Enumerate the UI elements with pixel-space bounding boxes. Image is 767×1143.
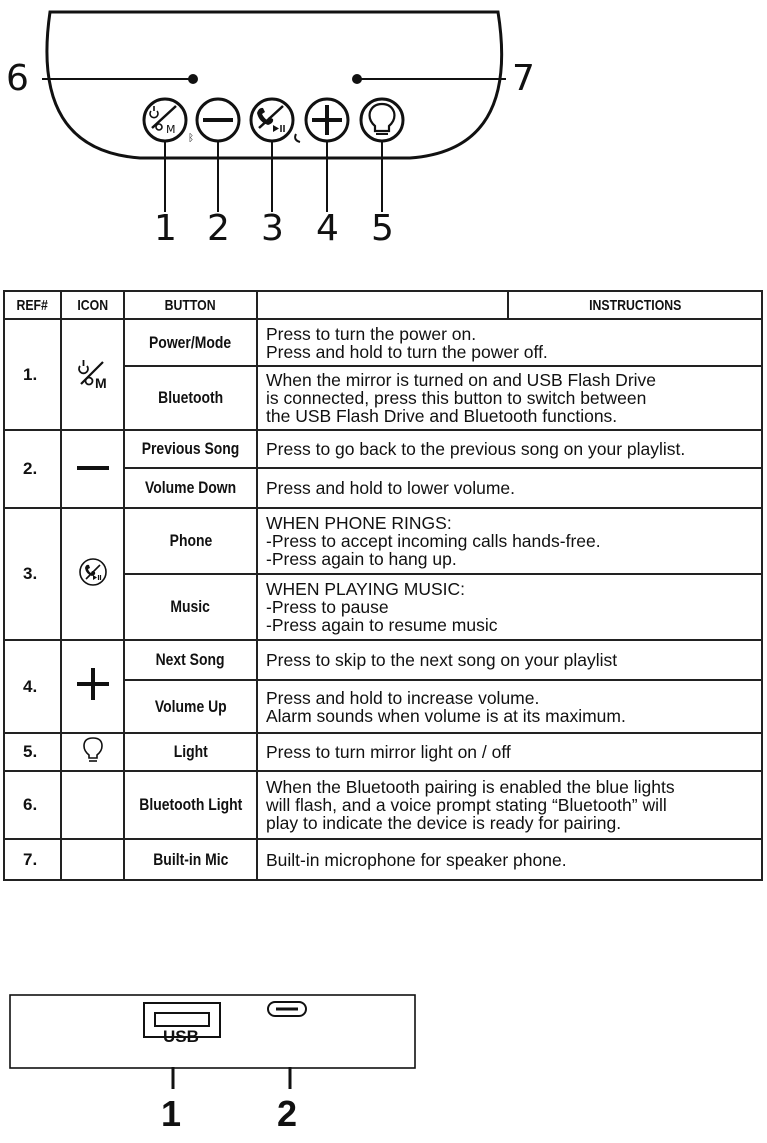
- ref-number: 2.: [4, 430, 61, 508]
- instructions: Press to go back to the previous song on your playlist.: [257, 430, 762, 468]
- button-name: Bluetooth Light: [124, 771, 257, 839]
- icon-cell-empty: [61, 839, 124, 880]
- callout-1: 1: [154, 208, 177, 249]
- power-mode-button: [144, 99, 186, 141]
- table-row: [4, 319, 762, 366]
- bluetooth-light-dot: [188, 74, 198, 84]
- ref-number: 7.: [4, 839, 61, 880]
- icon-cell-empty: [61, 771, 124, 839]
- instructions: When the Bluetooth pairing is enabled the blue lights will flash, and a voice prompt stating “Bluetooth” will play to indicate the device is ready for pairing.: [257, 771, 762, 839]
- plus-button: [306, 99, 348, 141]
- instructions: Press to turn mirror light on / off: [257, 733, 762, 771]
- light-button: [361, 99, 403, 141]
- header-instructions: INSTRUCTIONS: [508, 291, 762, 319]
- instructions: Press and hold to increase volume. Alarm sounds when volume is at its maximum.: [257, 680, 762, 733]
- callout-5: 5: [371, 208, 394, 249]
- table-row: [4, 839, 762, 880]
- minus-button: [197, 99, 239, 141]
- port-callout-1: 1: [161, 1093, 182, 1134]
- button-name: Volume Down: [124, 468, 257, 508]
- port-callout-2: 2: [277, 1093, 298, 1134]
- ref-number: 6.: [4, 771, 61, 839]
- instructions: Press to skip to the next song on your playlist: [257, 640, 762, 680]
- header-button: BUTTON: [124, 291, 257, 319]
- usb-label: USB: [163, 1027, 199, 1046]
- phone-play-pause-button: [251, 99, 293, 141]
- button-name: Light: [124, 733, 257, 771]
- button-reference-table: [3, 290, 763, 881]
- mic-dot: [352, 74, 362, 84]
- ref-number: 4.: [4, 640, 61, 733]
- button-name: Next Song: [124, 640, 257, 680]
- button-name: Bluetooth: [124, 366, 257, 430]
- instructions: When the mirror is turned on and USB Flash Drive is connected, press this button to switch between the USB Flash Drive and Bluetooth functions.: [257, 366, 762, 430]
- header-icon: ICON: [61, 291, 124, 319]
- button-name: Phone: [124, 508, 257, 574]
- button-name: Music: [124, 574, 257, 640]
- instructions: Built-in microphone for speaker phone.: [257, 839, 762, 880]
- minus-icon: [61, 430, 124, 508]
- button-name: Built-in Mic: [124, 839, 257, 880]
- header-ref: REF#: [4, 291, 61, 319]
- ref-number: 1.: [4, 319, 61, 430]
- phone-play-pause-icon: [61, 508, 124, 640]
- header-blank: [257, 291, 508, 319]
- instructions: WHEN PLAYING MUSIC: -Press to pause -Press again to resume music: [257, 574, 762, 640]
- port-panel-diagram: [0, 985, 767, 1143]
- callout-4: 4: [316, 208, 339, 249]
- instructions: WHEN PHONE RINGS: -Press to accept incoming calls hands-free. -Press again to hang up.: [257, 508, 762, 574]
- button-name: Previous Song: [124, 430, 257, 468]
- power-mode-icon: [61, 319, 124, 430]
- callout-3: 3: [261, 208, 284, 249]
- bulb-icon: [61, 733, 124, 771]
- ref-number: 5.: [4, 733, 61, 771]
- callout-6: 6: [6, 58, 29, 99]
- plus-icon: [61, 640, 124, 733]
- table-header-row: [4, 291, 762, 319]
- svg-text:ᛒ: ᛒ: [188, 133, 194, 144]
- instructions: Press and hold to lower volume.: [257, 468, 762, 508]
- button-name: Power/Mode: [124, 319, 257, 366]
- table-row: [4, 640, 762, 680]
- svg-text:M: M: [94, 375, 107, 390]
- ref-number: 3.: [4, 508, 61, 640]
- table-row: [4, 771, 762, 839]
- callout-2: 2: [207, 208, 230, 249]
- table-row: [4, 733, 762, 771]
- svg-text:M: M: [166, 123, 176, 136]
- table-row: [4, 430, 762, 468]
- callout-7: 7: [512, 58, 535, 99]
- button-name: Volume Up: [124, 680, 257, 733]
- instructions: Press to turn the power on. Press and hold to turn the power off.: [257, 319, 762, 366]
- table-row: [4, 508, 762, 574]
